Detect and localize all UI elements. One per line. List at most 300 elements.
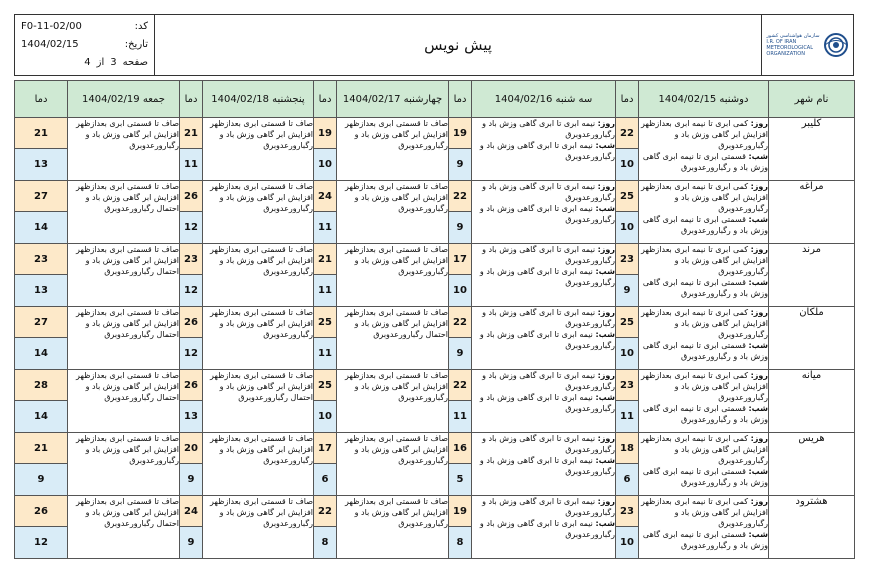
forecast-day-night bbox=[472, 307, 616, 370]
temperature-cell bbox=[314, 433, 337, 496]
max-temp: 22 bbox=[449, 307, 471, 338]
min-temp: 6 bbox=[314, 464, 336, 495]
max-temp: 21 bbox=[15, 433, 67, 464]
forecast-text bbox=[203, 496, 314, 559]
max-temp: 27 bbox=[15, 181, 67, 212]
temperature-cell bbox=[314, 307, 337, 370]
night-forecast bbox=[639, 340, 768, 362]
max-temp: 26 bbox=[180, 307, 202, 338]
day-forecast bbox=[639, 181, 768, 214]
temperature-box bbox=[180, 433, 202, 495]
temperature-cell bbox=[449, 307, 472, 370]
temperature-cell bbox=[15, 433, 68, 496]
max-temp: 25 bbox=[616, 181, 638, 212]
night-label: شب: bbox=[595, 267, 615, 276]
logo-text-line3: ORGANIZATION bbox=[766, 51, 805, 57]
night-forecast bbox=[472, 329, 615, 351]
page-number: 3 bbox=[110, 57, 117, 68]
day-forecast-text: نیمه ابری تا ابری گاهی وزش باد و رگبارورعدوبرق bbox=[482, 119, 615, 139]
temperature-cell bbox=[15, 181, 68, 244]
day-forecast bbox=[472, 370, 615, 392]
night-forecast-text: نیمه ابری تا ابری گاهی وزش باد و رگبارورعدوبرق bbox=[479, 519, 615, 539]
forecast-text-value: صاف تا قسمتی ابری بعدازظهر افزایش ابر گاهی وزش باد و احتمال رگبارورعدوبرق bbox=[76, 182, 179, 213]
temperature-box bbox=[449, 370, 471, 432]
page-of-label: از bbox=[96, 57, 105, 68]
night-forecast-text: قسمتی ابری تا نیمه ابری گاهی وزش باد و رگبارورعدوبرق bbox=[642, 467, 768, 487]
temperature-cell bbox=[180, 118, 203, 181]
day-forecast bbox=[639, 496, 768, 529]
max-temp: 22 bbox=[449, 181, 471, 212]
logo-text-line1: I.R. OF IRAN bbox=[766, 39, 797, 45]
city-name: میانه bbox=[769, 370, 855, 433]
temp-header-1: دما bbox=[616, 81, 639, 118]
night-forecast bbox=[639, 466, 768, 488]
day-forecast bbox=[472, 244, 615, 266]
day-forecast-text: کمی ابری تا نیمه ابری بعدازظهر افزایش ابر گاهی وزش باد و رگبارورعدوبرق bbox=[640, 245, 768, 276]
code-value: F0-11-02/00 bbox=[21, 21, 82, 32]
min-temp: 11 bbox=[314, 212, 336, 243]
forecast-text-value: صاف تا قسمتی ابری بعدازظهر افزایش ابر گاهی وزش باد و احتمال رگبارورعدوبرق bbox=[76, 371, 179, 402]
night-label: شب: bbox=[748, 278, 768, 287]
forecast-day-night bbox=[639, 370, 769, 433]
night-label: شب: bbox=[748, 467, 768, 476]
temperature-box bbox=[180, 181, 202, 243]
city-name: هشترود bbox=[769, 496, 855, 559]
min-temp: 9 bbox=[449, 338, 471, 369]
forecast-text-value: صاف تا قسمتی ابری بعدازظهر افزایش ابر گاهی وزش باد و رگبارورعدوبرق bbox=[210, 497, 313, 528]
min-temp: 12 bbox=[180, 338, 202, 369]
day-forecast-text: کمی ابری تا نیمه ابری بعدازظهر افزایش ابر گاهی وزش باد و رگبارورعدوبرق bbox=[640, 308, 768, 339]
min-temp: 9 bbox=[15, 464, 67, 495]
night-forecast bbox=[472, 392, 615, 414]
night-forecast-text: قسمتی ابری تا نیمه ابری گاهی وزش باد و رگبارورعدوبرق bbox=[642, 530, 768, 550]
day-forecast bbox=[639, 118, 768, 151]
temperature-box bbox=[15, 244, 67, 306]
temperature-cell bbox=[15, 244, 68, 307]
night-forecast bbox=[472, 140, 615, 162]
night-forecast-text: قسمتی ابری تا نیمه ابری گاهی وزش باد و رگبارورعدوبرق bbox=[642, 404, 768, 424]
logo-wrap bbox=[766, 32, 848, 58]
day-label: روز: bbox=[597, 308, 615, 317]
day-header-1: دوشنبه 1404/02/15 bbox=[639, 81, 769, 118]
night-label: شب: bbox=[595, 519, 615, 528]
day-header-3: چهارشنبه 1404/02/17 bbox=[337, 81, 449, 118]
forecast-text-value: صاف تا قسمتی ابری بعدازظهر افزایش ابر گاهی وزش باد و رگبارورعدوبرق bbox=[345, 245, 448, 276]
min-temp: 12 bbox=[180, 212, 202, 243]
day-header-2: سه شنبه 1404/02/16 bbox=[472, 81, 616, 118]
forecast-day-night bbox=[639, 307, 769, 370]
temperature-box bbox=[15, 370, 67, 432]
forecast-text-value: صاف تا قسمتی ابری بعدازظهر افزایش ابر گاهی وزش باد و رگبارورعدوبرق bbox=[210, 182, 313, 213]
forecast-text bbox=[203, 370, 314, 433]
temp-header-4: دما bbox=[180, 81, 203, 118]
date-row bbox=[21, 36, 148, 54]
temperature-box bbox=[449, 496, 471, 558]
forecast-text-value: صاف تا قسمتی ابری بعدازظهر افزایش ابر گاهی وزش باد و رگبارورعدوبرق bbox=[76, 434, 179, 465]
night-forecast-text: نیمه ابری تا ابری گاهی وزش باد و رگبارورعدوبرق bbox=[479, 141, 615, 161]
day-forecast-text: نیمه ابری تا ابری گاهی وزش باد و رگبارورعدوبرق bbox=[482, 182, 615, 202]
night-forecast-text: قسمتی ابری تا نیمه ابری گاهی وزش باد و رگبارورعدوبرق bbox=[642, 278, 768, 298]
forecast-text bbox=[68, 118, 180, 181]
forecast-text-value: صاف تا قسمتی ابری بعدازظهر افزایش ابر گاهی وزش باد و رگبارورعدوبرق bbox=[210, 245, 313, 276]
max-temp: 18 bbox=[616, 433, 638, 464]
night-label: شب: bbox=[748, 341, 768, 350]
max-temp: 17 bbox=[314, 433, 336, 464]
forecast-text-value: صاف تا قسمتی ابری بعدازظهر افزایش ابر گاهی وزش باد و رگبارورعدوبرق bbox=[345, 497, 448, 528]
min-temp: 14 bbox=[15, 212, 67, 243]
max-temp: 19 bbox=[449, 496, 471, 527]
day-forecast bbox=[472, 181, 615, 203]
forecast-day-night bbox=[472, 370, 616, 433]
day-forecast-text: کمی ابری تا نیمه ابری بعدازظهر افزایش ابر گاهی وزش باد و رگبارورعدوبرق bbox=[640, 119, 768, 150]
day-forecast bbox=[472, 118, 615, 140]
max-temp: 25 bbox=[314, 370, 336, 401]
max-temp: 26 bbox=[180, 370, 202, 401]
day-forecast bbox=[472, 496, 615, 518]
night-label: شب: bbox=[595, 204, 615, 213]
night-label: شب: bbox=[748, 152, 768, 161]
logo-text-line2: METEOROLOGICAL bbox=[766, 45, 814, 51]
forecast-text bbox=[203, 307, 314, 370]
logo-text-fa: سازمان هواشناسی کشور bbox=[766, 33, 820, 39]
temperature-cell bbox=[616, 496, 639, 559]
temperature-box bbox=[180, 370, 202, 432]
temperature-box bbox=[314, 181, 336, 243]
temp-header-3: دما bbox=[314, 81, 337, 118]
min-temp: 13 bbox=[15, 275, 67, 306]
temperature-box bbox=[616, 244, 638, 306]
min-temp: 10 bbox=[314, 149, 336, 180]
temperature-box bbox=[449, 181, 471, 243]
logo-text bbox=[766, 33, 819, 57]
temperature-box bbox=[449, 433, 471, 495]
forecast-text-value: صاف تا قسمتی ابری بعدازظهر افزایش ابر گاهی وزش باد و رگبارورعدوبرق bbox=[345, 434, 448, 465]
max-temp: 23 bbox=[616, 370, 638, 401]
code-row bbox=[21, 18, 148, 36]
max-temp: 23 bbox=[616, 244, 638, 275]
table-row bbox=[15, 244, 855, 307]
forecast-text bbox=[203, 433, 314, 496]
min-temp: 10 bbox=[616, 527, 638, 558]
temperature-cell bbox=[449, 244, 472, 307]
temperature-box bbox=[15, 433, 67, 495]
temperature-cell bbox=[449, 370, 472, 433]
forecast-text-value: صاف تا قسمتی ابری بعدازظهر افزایش ابر گاهی وزش باد و رگبارورعدوبرق bbox=[345, 371, 448, 402]
day-forecast-text: کمی ابری تا نیمه ابری بعدازظهر افزایش ابر گاهی وزش باد و رگبارورعدوبرق bbox=[640, 434, 768, 465]
day-forecast-text: کمی ابری تا نیمه ابری بعدازظهر افزایش ابر گاهی وزش باد و رگبارورعدوبرق bbox=[640, 182, 768, 213]
city-name: مرند bbox=[769, 244, 855, 307]
forecast-text bbox=[337, 244, 449, 307]
max-temp: 23 bbox=[15, 244, 67, 275]
forecast-text bbox=[337, 307, 449, 370]
forecast-text-value: صاف تا قسمتی ابری بعدازظهر افزایش ابر گاهی وزش باد و رگبارورعدوبرق bbox=[210, 119, 313, 150]
table-row bbox=[15, 496, 855, 559]
table-header-row bbox=[15, 81, 855, 118]
temperature-cell bbox=[616, 181, 639, 244]
min-temp: 5 bbox=[449, 464, 471, 495]
forecast-day-night bbox=[472, 244, 616, 307]
page-label: صفحه bbox=[122, 57, 148, 68]
min-temp: 8 bbox=[314, 527, 336, 558]
day-label: روز: bbox=[597, 182, 615, 191]
temperature-box bbox=[314, 496, 336, 558]
min-temp: 11 bbox=[449, 401, 471, 432]
night-forecast-text: نیمه ابری تا ابری گاهی وزش باد و رگبارورعدوبرق bbox=[479, 267, 615, 287]
temperature-cell bbox=[15, 370, 68, 433]
temperature-box bbox=[616, 370, 638, 432]
night-forecast-text: نیمه ابری تا ابری گاهی وزش باد و رگبارورعدوبرق bbox=[479, 330, 615, 350]
temperature-box bbox=[616, 181, 638, 243]
min-temp: 13 bbox=[15, 149, 67, 180]
day-label: روز: bbox=[597, 245, 615, 254]
temperature-box bbox=[616, 496, 638, 558]
temperature-box bbox=[314, 370, 336, 432]
day-label: روز: bbox=[750, 119, 768, 128]
night-forecast bbox=[639, 151, 768, 173]
forecast-text bbox=[68, 370, 180, 433]
table-row bbox=[15, 433, 855, 496]
night-forecast-text: نیمه ابری تا ابری گاهی وزش باد و رگبارورعدوبرق bbox=[479, 456, 615, 476]
temperature-box bbox=[449, 118, 471, 180]
forecast-text bbox=[68, 433, 180, 496]
forecast-rows bbox=[15, 118, 855, 559]
date-value: 1404/02/15 bbox=[21, 39, 79, 50]
max-temp: 19 bbox=[314, 118, 336, 149]
forecast-day-night bbox=[639, 244, 769, 307]
min-temp: 9 bbox=[449, 149, 471, 180]
temperature-cell bbox=[314, 496, 337, 559]
forecast-day-night bbox=[639, 433, 769, 496]
forecast-text bbox=[203, 181, 314, 244]
day-label: روز: bbox=[750, 434, 768, 443]
min-temp: 13 bbox=[180, 401, 202, 432]
day-forecast-text: نیمه ابری تا ابری گاهی وزش باد و رگبارورعدوبرق bbox=[482, 245, 615, 265]
max-temp: 17 bbox=[449, 244, 471, 275]
temperature-cell bbox=[314, 181, 337, 244]
table-row bbox=[15, 118, 855, 181]
temperature-cell bbox=[314, 118, 337, 181]
forecast-text bbox=[337, 433, 449, 496]
max-temp: 21 bbox=[314, 244, 336, 275]
min-temp: 10 bbox=[616, 338, 638, 369]
temperature-box bbox=[180, 118, 202, 180]
min-temp: 6 bbox=[616, 464, 638, 495]
forecast-day-night bbox=[472, 118, 616, 181]
max-temp: 27 bbox=[15, 307, 67, 338]
page-title: پیش نویس bbox=[424, 36, 492, 54]
temperature-cell bbox=[314, 370, 337, 433]
min-temp: 8 bbox=[449, 527, 471, 558]
max-temp: 20 bbox=[180, 433, 202, 464]
temperature-cell bbox=[449, 181, 472, 244]
night-label: شب: bbox=[595, 393, 615, 402]
forecast-text-value: صاف تا قسمتی ابری بعدازظهر افزایش ابر گاهی وزش باد و رگبارورعدوبرق bbox=[76, 119, 179, 150]
night-label: شب: bbox=[748, 215, 768, 224]
night-label: شب: bbox=[595, 141, 615, 150]
night-forecast-text: نیمه ابری تا ابری گاهی وزش باد و رگبارورعدوبرق bbox=[479, 393, 615, 413]
day-label: روز: bbox=[750, 308, 768, 317]
temperature-box bbox=[449, 307, 471, 369]
night-forecast bbox=[472, 203, 615, 225]
day-forecast bbox=[639, 433, 768, 466]
day-label: روز: bbox=[597, 434, 615, 443]
night-forecast bbox=[472, 455, 615, 477]
forecast-text bbox=[337, 370, 449, 433]
day-forecast bbox=[639, 370, 768, 403]
min-temp: 10 bbox=[314, 401, 336, 432]
city-name: هریس bbox=[769, 433, 855, 496]
min-temp: 11 bbox=[616, 401, 638, 432]
forecast-text-value: صاف تا قسمتی ابری بعدازظهر افزایش ابر گاهی وزش باد و احتمال رگبارورعدوبرق bbox=[76, 245, 179, 276]
forecast-text bbox=[203, 244, 314, 307]
forecast-text bbox=[68, 496, 180, 559]
night-forecast bbox=[472, 266, 615, 288]
temperature-cell bbox=[616, 433, 639, 496]
forecast-text-value: صاف تا قسمتی ابری بعدازظهر افزایش ابر گاهی وزش باد و احتمال رگبارورعدوبرق bbox=[210, 371, 313, 402]
forecast-table bbox=[14, 80, 855, 559]
page-total: 4 bbox=[84, 57, 91, 68]
forecast-day-night bbox=[639, 496, 769, 559]
night-forecast bbox=[639, 403, 768, 425]
night-forecast-text: قسمتی ابری تا نیمه ابری گاهی وزش باد و رگبارورعدوبرق bbox=[642, 215, 768, 235]
temperature-box bbox=[314, 307, 336, 369]
temperature-cell bbox=[15, 307, 68, 370]
night-forecast-text: قسمتی ابری تا نیمه ابری گاهی وزش باد و رگبارورعدوبرق bbox=[642, 341, 768, 361]
max-temp: 25 bbox=[314, 307, 336, 338]
night-forecast-text: قسمتی ابری تا نیمه ابری گاهی وزش باد و رگبارورعدوبرق bbox=[642, 152, 768, 172]
forecast-text-value: صاف تا قسمتی ابری بعدازظهر افزایش ابر گاهی وزش باد و رگبارورعدوبرق bbox=[210, 434, 313, 465]
day-label: روز: bbox=[750, 371, 768, 380]
temperature-cell bbox=[449, 118, 472, 181]
min-temp: 11 bbox=[180, 149, 202, 180]
night-label: شب: bbox=[748, 530, 768, 539]
day-forecast bbox=[639, 307, 768, 340]
min-temp: 12 bbox=[180, 275, 202, 306]
night-label: شب: bbox=[748, 404, 768, 413]
temperature-cell bbox=[616, 118, 639, 181]
page-row bbox=[21, 54, 148, 72]
max-temp: 23 bbox=[180, 244, 202, 275]
night-forecast bbox=[639, 529, 768, 551]
min-temp: 9 bbox=[180, 464, 202, 495]
temperature-cell bbox=[314, 244, 337, 307]
day-forecast-text: نیمه ابری تا ابری گاهی وزش باد و رگبارورعدوبرق bbox=[482, 308, 615, 328]
temperature-cell bbox=[180, 181, 203, 244]
temperature-cell bbox=[616, 370, 639, 433]
forecast-text-value: صاف تا قسمتی ابری بعدازظهر افزایش ابر گاهی وزش باد و رگبارورعدوبرق bbox=[345, 119, 448, 150]
max-temp: 24 bbox=[314, 181, 336, 212]
max-temp: 16 bbox=[449, 433, 471, 464]
temperature-box bbox=[180, 496, 202, 558]
max-temp: 22 bbox=[314, 496, 336, 527]
day-forecast-text: کمی ابری تا نیمه ابری بعدازظهر افزایش ابر گاهی وزش باد و رگبارورعدوبرق bbox=[640, 371, 768, 402]
forecast-text bbox=[337, 181, 449, 244]
max-temp: 24 bbox=[180, 496, 202, 527]
day-forecast bbox=[472, 433, 615, 455]
city-header: نام شهر bbox=[769, 81, 855, 118]
forecast-text bbox=[68, 181, 180, 244]
temperature-box bbox=[180, 307, 202, 369]
forecast-text-value: صاف تا قسمتی ابری بعدازظهر افزایش ابر گاهی وزش باد و رگبارورعدوبرق bbox=[210, 308, 313, 339]
max-temp: 25 bbox=[616, 307, 638, 338]
temperature-box bbox=[616, 433, 638, 495]
forecast-text bbox=[337, 118, 449, 181]
organization-logo bbox=[761, 15, 853, 75]
min-temp: 11 bbox=[314, 275, 336, 306]
temperature-cell bbox=[180, 496, 203, 559]
night-forecast-text: نیمه ابری تا ابری گاهی وزش باد و رگبارورعدوبرق bbox=[479, 204, 615, 224]
temperature-cell bbox=[15, 118, 68, 181]
day-forecast-text: کمی ابری تا نیمه ابری بعدازظهر افزایش ابر گاهی وزش باد و رگبارورعدوبرق bbox=[640, 497, 768, 528]
temperature-cell bbox=[449, 433, 472, 496]
day-label: روز: bbox=[597, 371, 615, 380]
min-temp: 10 bbox=[449, 275, 471, 306]
min-temp: 14 bbox=[15, 338, 67, 369]
temperature-box bbox=[314, 118, 336, 180]
temperature-box bbox=[15, 118, 67, 180]
date-label: تاریخ: bbox=[124, 39, 148, 50]
temperature-cell bbox=[449, 496, 472, 559]
forecast-day-night bbox=[472, 433, 616, 496]
document-meta bbox=[15, 15, 155, 75]
temperature-box bbox=[449, 244, 471, 306]
city-name: ملکان bbox=[769, 307, 855, 370]
night-forecast bbox=[639, 214, 768, 236]
meteorology-logo-icon bbox=[823, 32, 849, 58]
max-temp: 22 bbox=[616, 118, 638, 149]
max-temp: 21 bbox=[180, 118, 202, 149]
day-forecast-text: نیمه ابری تا ابری گاهی وزش باد و رگبارورعدوبرق bbox=[482, 497, 615, 517]
temperature-box bbox=[616, 118, 638, 180]
temperature-cell bbox=[180, 244, 203, 307]
temperature-box bbox=[180, 244, 202, 306]
min-temp: 10 bbox=[616, 149, 638, 180]
forecast-text bbox=[68, 307, 180, 370]
temperature-cell bbox=[616, 244, 639, 307]
max-temp: 28 bbox=[15, 370, 67, 401]
min-temp: 11 bbox=[314, 338, 336, 369]
temperature-box bbox=[15, 181, 67, 243]
night-forecast bbox=[472, 518, 615, 540]
min-temp: 10 bbox=[616, 212, 638, 243]
max-temp: 26 bbox=[15, 496, 67, 527]
temperature-box bbox=[314, 433, 336, 495]
day-label: روز: bbox=[750, 497, 768, 506]
max-temp: 26 bbox=[180, 181, 202, 212]
min-temp: 9 bbox=[449, 212, 471, 243]
day-forecast bbox=[472, 307, 615, 329]
forecast-day-night bbox=[639, 118, 769, 181]
max-temp: 23 bbox=[616, 496, 638, 527]
city-name: مراغه bbox=[769, 181, 855, 244]
night-label: شب: bbox=[595, 456, 615, 465]
max-temp: 21 bbox=[15, 118, 67, 149]
temperature-cell bbox=[180, 370, 203, 433]
forecast-text bbox=[203, 118, 314, 181]
city-name: کلیبر bbox=[769, 118, 855, 181]
forecast-text-value: صاف تا قسمتی ابری بعدازظهر افزایش ابر گاهی وزش باد و احتمال رگبارورعدوبرق bbox=[76, 497, 179, 528]
temp-header-5: دما bbox=[15, 81, 68, 118]
min-temp: 14 bbox=[15, 401, 67, 432]
forecast-text bbox=[68, 244, 180, 307]
temperature-cell bbox=[15, 496, 68, 559]
forecast-text bbox=[337, 496, 449, 559]
day-header-5: جمعه 1404/02/19 bbox=[68, 81, 180, 118]
temperature-box bbox=[15, 307, 67, 369]
forecast-text-value: صاف تا قسمتی ابری بعدازظهر افزایش ابر گاهی وزش باد و رگبارورعدوبرق bbox=[345, 182, 448, 213]
table-row bbox=[15, 307, 855, 370]
max-temp: 19 bbox=[449, 118, 471, 149]
